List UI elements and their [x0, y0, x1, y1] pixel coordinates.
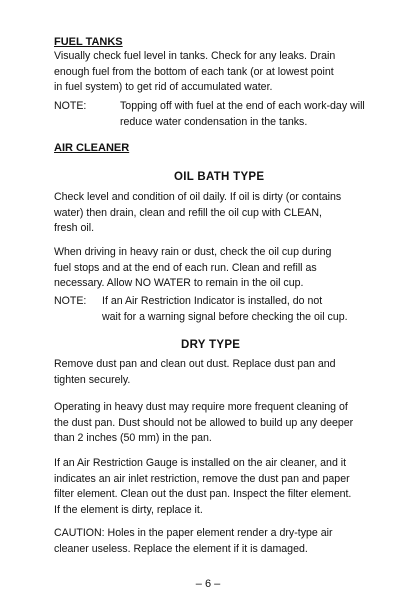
- note-body: [102, 294, 348, 325]
- text-line: CAUTION: Holes in the paper element render a dry-type air: [54, 527, 333, 539]
- text-line: in fuel system) to get rid of accumulated water.: [54, 81, 273, 93]
- text-line: fresh oil.: [54, 222, 95, 234]
- note-label: NOTE:: [54, 100, 87, 112]
- text-line: Operating in heavy dust may require more frequent cleaning of: [54, 401, 348, 413]
- oil-bath-note: [54, 294, 384, 326]
- text-line: If an Air Restriction Gauge is installed on the air cleaner, and it: [54, 457, 347, 469]
- text-line: water) then drain, clean and refill the oil cup with CLEAN,: [54, 206, 322, 219]
- text-line: If the element is dirty, replace it.: [54, 503, 203, 516]
- text-line: indicates an air inlet restriction, remove the dust pan and paper: [54, 472, 350, 485]
- text-line: wait for a warning signal before checking the oil cup.: [102, 310, 348, 323]
- text-line: If an Air Restriction Indicator is installed, do not: [102, 295, 323, 307]
- fuel-tanks-note: [54, 99, 374, 131]
- text-line: the dust pan. Dust should not be allowed to build up any deeper: [54, 416, 354, 429]
- text-line: tighten securely.: [54, 373, 131, 386]
- text-line: fuel stops and at the end of each run. Clean and refill as: [54, 261, 317, 274]
- page-number: – 6 –: [195, 578, 221, 590]
- dry-paragraph-1: [54, 357, 336, 388]
- oil-bath-paragraph-2: [54, 245, 331, 292]
- text-line: enough fuel from the bottom of each tank (or at lowest point: [54, 65, 334, 78]
- note-label: NOTE:: [54, 295, 87, 307]
- text-line: Visually check fuel level in tanks. Check for any leaks. Drain: [54, 50, 336, 62]
- fuel-tanks-paragraph: [54, 49, 335, 96]
- oil-bath-type-title: OIL BATH TYPE: [174, 171, 265, 183]
- text-line: When driving in heavy rain or dust, check the oil cup during: [54, 246, 332, 258]
- note-body: [120, 99, 365, 130]
- air-cleaner-heading: AIR CLEANER: [54, 142, 130, 154]
- dry-paragraph-2: [54, 400, 353, 447]
- text-line: Topping off with fuel at the end of each work-day will: [120, 100, 365, 112]
- text-line: reduce water condensation in the tanks.: [120, 115, 308, 128]
- text-line: cleaner useless. Replace the element if it is damaged.: [54, 542, 308, 555]
- text-line: filter element. Clean out the dust pan. Inspect the filter element.: [54, 488, 352, 500]
- fuel-tanks-heading: FUEL TANKS: [54, 36, 123, 48]
- text-line: than 2 inches (50 mm) in the pan.: [54, 432, 212, 444]
- text-line: Check level and condition of oil daily. If oil is dirty (or contains: [54, 191, 342, 203]
- dry-type-title: DRY TYPE: [181, 339, 241, 351]
- text-line: necessary. Allow NO WATER to remain in the oil cup.: [54, 277, 304, 289]
- oil-bath-paragraph-1: [54, 190, 341, 237]
- text-line: Remove dust pan and clean out dust. Replace dust pan and: [54, 358, 336, 370]
- dry-paragraph-3: [54, 456, 351, 518]
- dry-caution: [54, 526, 333, 557]
